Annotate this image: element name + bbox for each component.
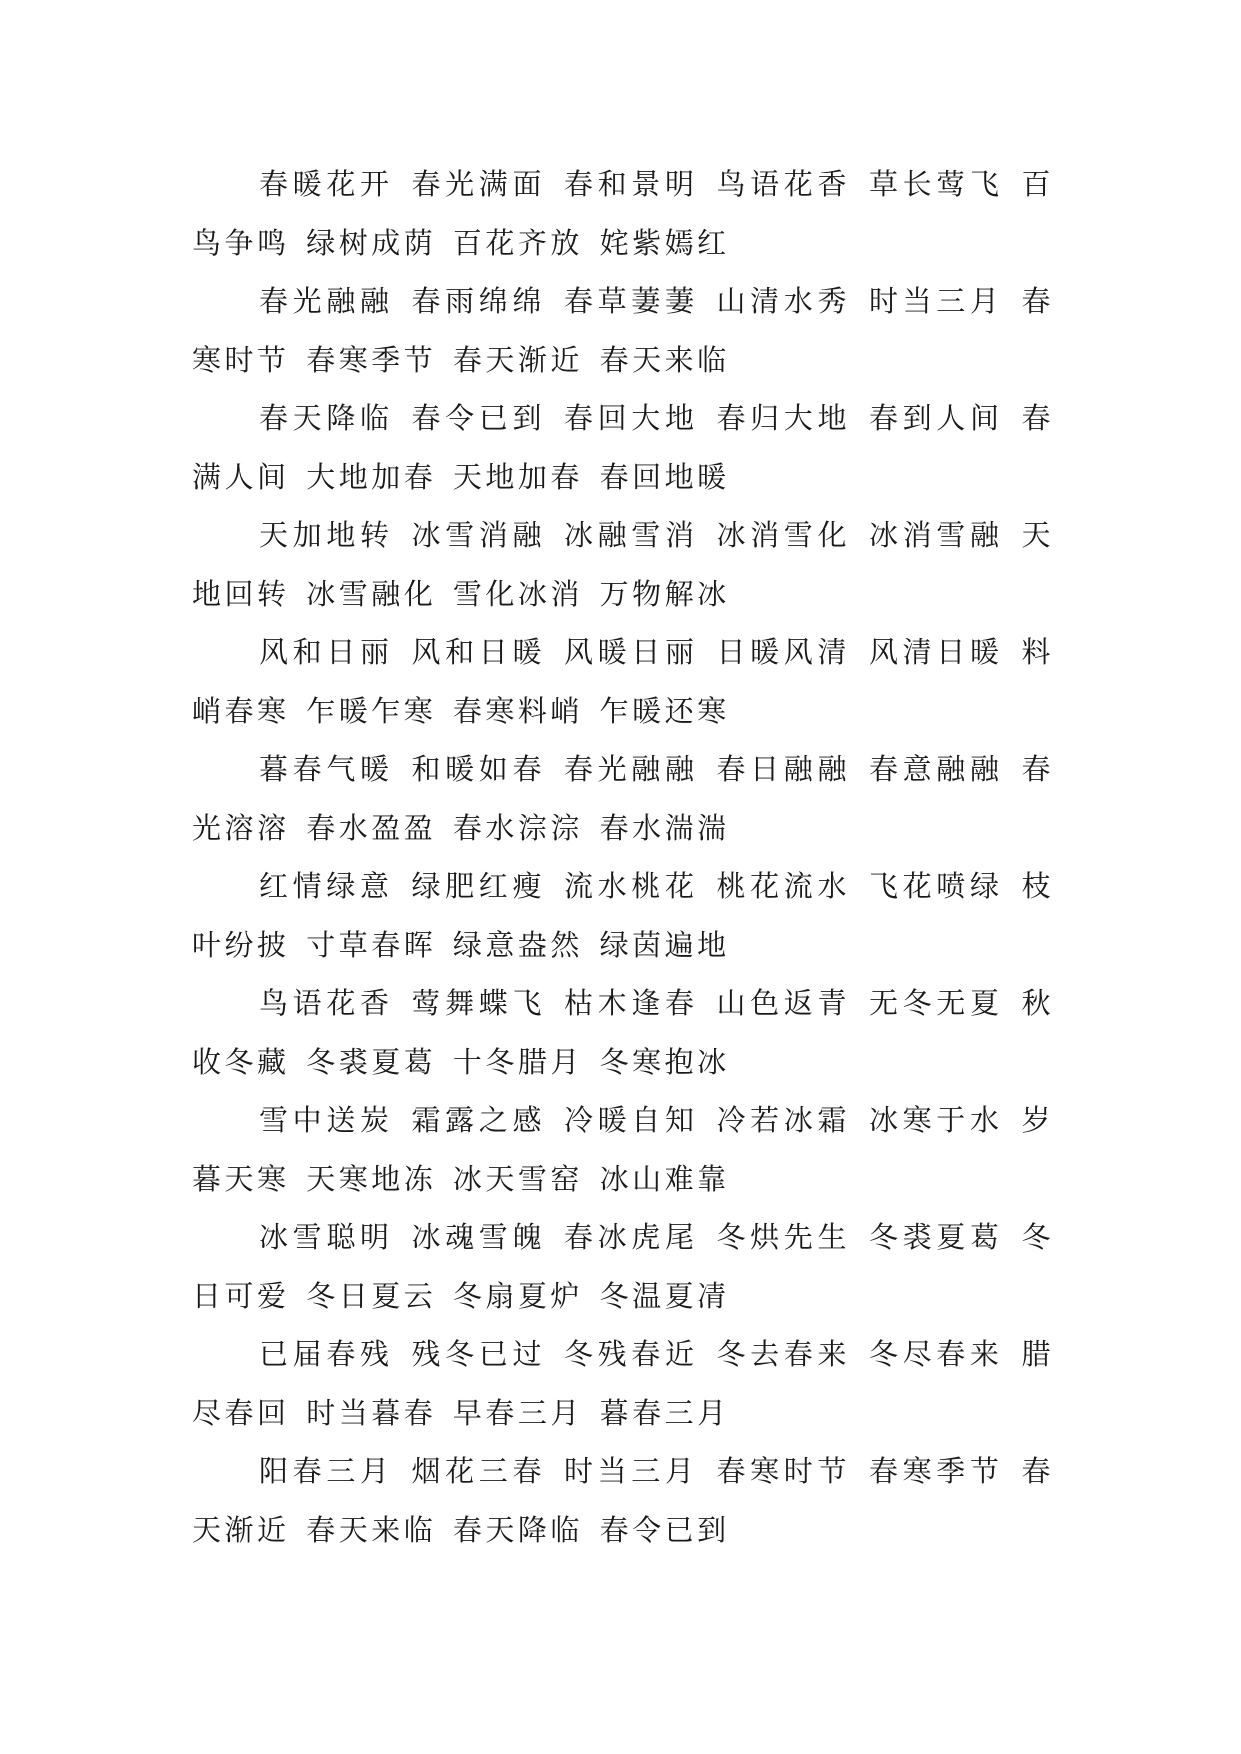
paragraph-1: 春暖花开 春光满面 春和景明 鸟语花香 草长莺飞 百鸟争鸣 绿树成荫 百花齐放 姹紫嫣红 [192, 167, 1054, 260]
paragraph-2: 春光融融 春雨绵绵 春草萋萋 山清水秀 时当三月 春寒时节 春寒季节 春天渐近 春天来临 [192, 284, 1054, 377]
paragraph-6: 暮春气暖 和暖如春 春光融融 春日融融 春意融融 春光溶溶 春水盈盈 春水淙淙 春水湍湍 [192, 752, 1054, 845]
paragraph-7: 红情绿意 绿肥红瘦 流水桃花 桃花流水 飞花喷绿 枝叶纷披 寸草春晖 绿意盎然 绿茵遍地 [192, 869, 1054, 962]
paragraph-4: 天加地转 冰雪消融 冰融雪消 冰消雪化 冰消雪融 天地回转 冰雪融化 雪化冰消 万物解冰 [192, 518, 1054, 611]
paragraph-5: 风和日丽 风和日暖 风暖日丽 日暖风清 风清日暖 料峭春寒 乍暖乍寒 春寒料峭 乍暖还寒 [192, 635, 1054, 728]
paragraph-8: 鸟语花香 莺舞蝶飞 枯木逢春 山色返青 无冬无夏 秋收冬藏 冬裘夏葛 十冬腊月 冬寒抱冰 [192, 986, 1054, 1079]
document-body [192, 155, 1054, 1559]
paragraph-12: 阳春三月 烟花三春 时当三月 春寒时节 春寒季节 春天渐近 春天来临 春天降临 春令已到 [192, 1454, 1054, 1547]
paragraph-9: 雪中送炭 霜露之感 冷暖自知 冷若冰霜 冰寒于水 岁暮天寒 天寒地冻 冰天雪窑 冰山难靠 [192, 1103, 1054, 1196]
paragraph-11: 已届春残 残冬已过 冬残春近 冬去春来 冬尽春来 腊尽春回 时当暮春 早春三月 暮春三月 [192, 1337, 1054, 1430]
paragraph-3: 春天降临 春令已到 春回大地 春归大地 春到人间 春满人间 大地加春 天地加春 春回地暖 [192, 401, 1054, 494]
paragraph-10: 冰雪聪明 冰魂雪魄 春冰虎尾 冬烘先生 冬裘夏葛 冬日可爱 冬日夏云 冬扇夏炉 冬温夏凊 [192, 1220, 1054, 1313]
